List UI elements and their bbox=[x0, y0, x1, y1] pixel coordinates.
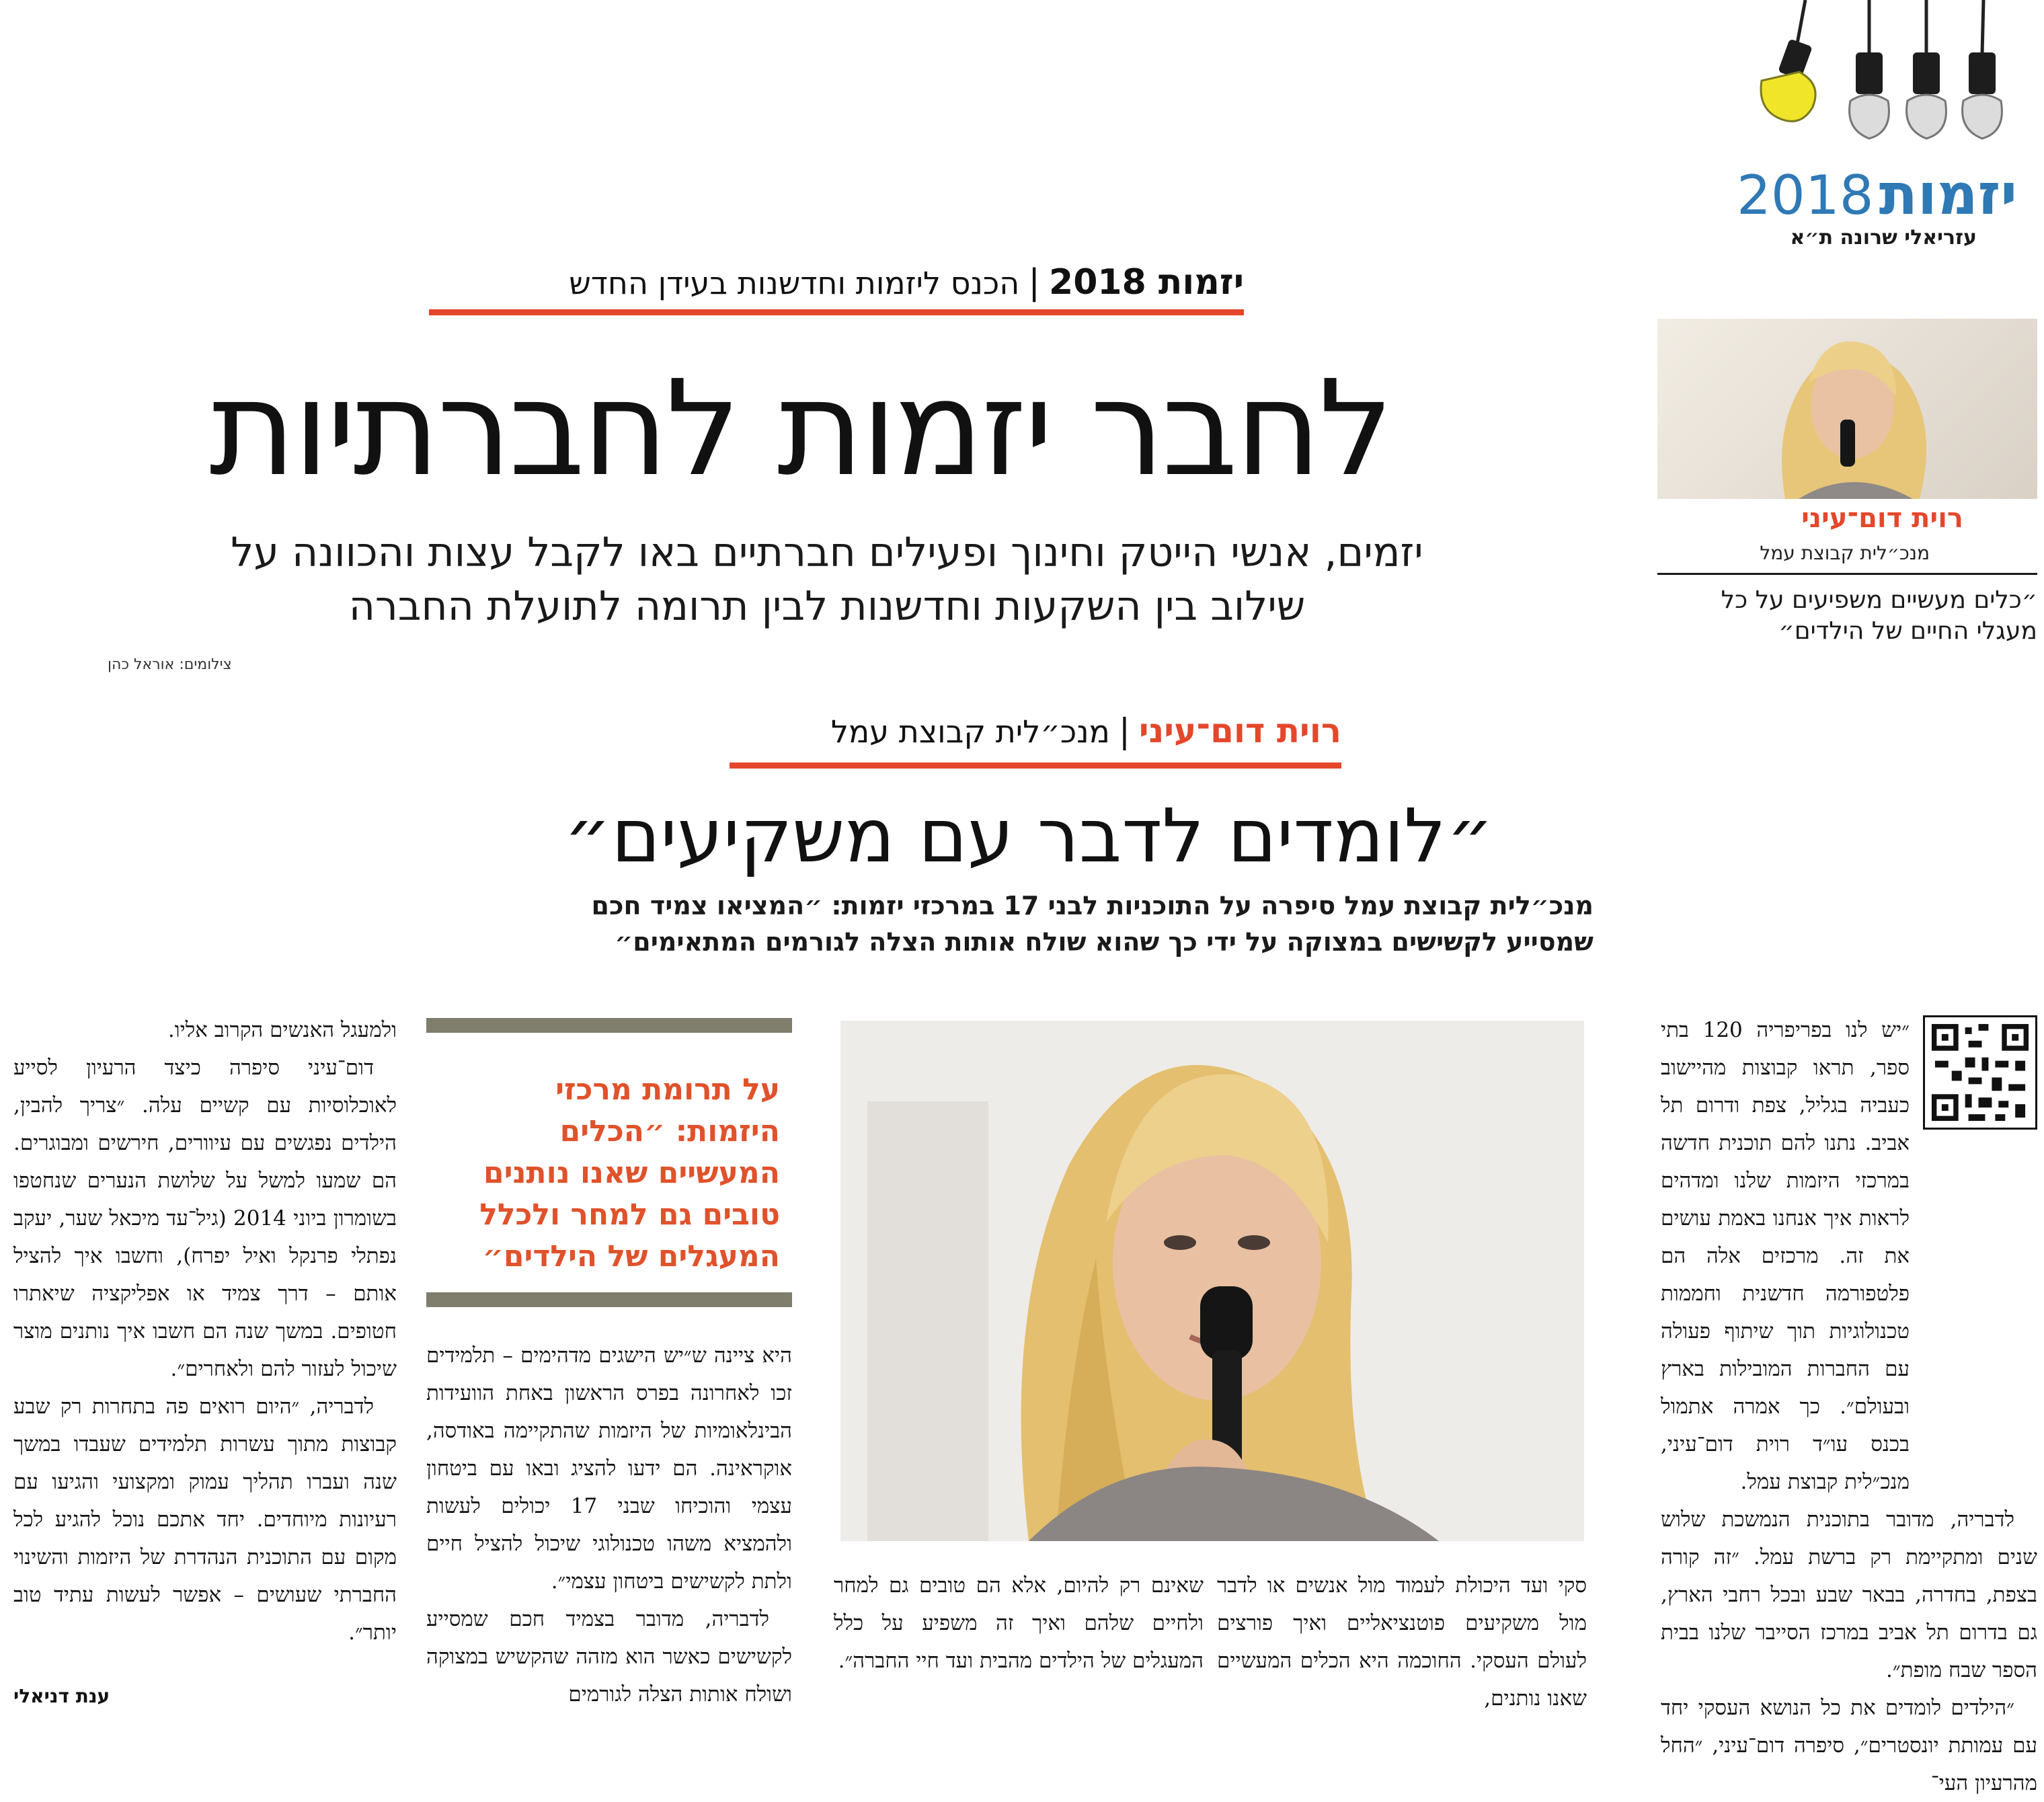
pullquote-rule-top bbox=[426, 1018, 792, 1033]
author-byline: ענת דניאלי bbox=[13, 1685, 110, 1707]
column-paragraph: ״הילדים לומדים את כל הנושא העסקי יחד עם עמותת יונסטרים״, סיפרה דום־עיני, ״החל מהרעיון העי־ bbox=[1661, 1696, 2037, 1795]
deck-line: שמסייע לקשישים במצוקה על ידי כך שהוא שולח אותות הצלה לגורמים המתאימים״ bbox=[615, 927, 1594, 957]
kicker-separator: | bbox=[1028, 262, 1040, 303]
column-paragraph: ולמעגל האנשים הקרוב אליו. bbox=[167, 1018, 397, 1042]
column-paragraph: היא ציינה ש״יש הישגים מדהימים – תלמידים זכו לאחרונה בפרס הראשון באחת הוועידות הבינלאומיות של היזמות שהתקיימה באודסה, אוקראינה. הם ידעו להציג ובאו עם ביטחון עצמי והוכיחו שבני 17 יכולים לעשות ולהמציא משהו טכנולוגי שיכול להציל חיים ולתת לקשישים ביטחון עצמי״. bbox=[426, 1343, 793, 1594]
deck-line: מנכ״לית קבוצת עמל סיפרה על התוכניות לבני 17 במרכזי יזמות: ״המציאו צמיד חכם bbox=[591, 891, 1594, 920]
masthead bbox=[1721, 0, 2017, 256]
speaker-photo bbox=[840, 1021, 1584, 1541]
logo-word: יזמות bbox=[1879, 161, 2017, 227]
article-column-2 bbox=[1217, 1567, 1587, 1717]
article-column-4 bbox=[426, 1337, 792, 1713]
article-kicker-role: מנכ״לית קבוצת עמל bbox=[830, 713, 1110, 750]
photo-credit: צילומים: אוראל כהן bbox=[108, 656, 232, 673]
article-kicker-underline bbox=[730, 762, 1341, 769]
sidebar-role: מנכ״לית קבוצת עמל bbox=[1760, 542, 1930, 564]
column-paragraph: ״יש לנו בפריפריה 120 בתי ספר, תראו קבוצות מהיישוב כעביה בגליל, צפת ודרום תל אביב. נתנו להם תוכנית חדשה במרכזי היזמות שלנו ומדהים לראות איך אנחנו באמת עושים את זה. מרכזים אלה הם פלטפורמה חדשנית וחממות טכנולוגיות תוך שיתוף פעולה עם החברות המובילות בארץ ובעולם״. כך אמרה אתמול בכנס עו״ד רוית דום־עיני, מנכ״לית קבוצת עמל. bbox=[1661, 1018, 1910, 1494]
main-photo bbox=[840, 1021, 1584, 1541]
sidebar-photo bbox=[1657, 319, 2037, 499]
top-kicker bbox=[569, 262, 1244, 303]
lightbulb-gray-icon bbox=[1850, 0, 1889, 139]
column-paragraph: שאינם רק להיום, אלא הם טובים גם למחר ולחיים שלהם ואיך זה משפיע על כלל המעגלים של הילדים מהבית ועד חיי החברה״. bbox=[834, 1573, 1204, 1673]
lightbulb-gray-icon bbox=[1907, 0, 1947, 139]
lightbulb-yellow-icon bbox=[1761, 0, 1815, 121]
column-paragraph: לדבריה, מדובר בתוכנית הנמשכת שלוש שנים ומתקיימת רק ברשת עמל. ״זה קורה בצפת, בחדרה, בבאר שבע ובכל רחבי הארץ, גם בדרום תל אביב במרכז הסייבר שלנו בבית הספר שבח מופת״. bbox=[1661, 1507, 2037, 1682]
lightbulb-gray-icon bbox=[1963, 0, 2002, 139]
article-column-3 bbox=[834, 1567, 1204, 1680]
article-column-1 bbox=[1661, 1011, 2037, 1802]
column-paragraph: לדבריה, מדובר בצמיד חכם שמסייע לקשישים כאשר הוא מזהה שהקשיש במצוקה ושולח אותות הצלה לגורמים bbox=[426, 1607, 792, 1707]
article-kicker-name: רוית דום־עיני bbox=[1138, 711, 1341, 750]
portrait-thumbnail bbox=[1657, 319, 2037, 499]
sidebar-name: רוית דום־עיני bbox=[1801, 503, 1963, 534]
pullquote-rule-bottom bbox=[426, 1292, 792, 1307]
article-title: ״לומדים לדבר עם משקיעים״ bbox=[563, 793, 1494, 879]
masthead-logo bbox=[1721, 161, 2017, 227]
headline: לחבר יזמות לחברתיות bbox=[209, 352, 1391, 506]
kicker-underline bbox=[429, 309, 1244, 315]
kicker-text: הכנס ליזמות וחדשנות בעידן החדש bbox=[569, 265, 1020, 301]
article-kicker bbox=[831, 711, 1341, 750]
logo-year: 2018 bbox=[1737, 164, 1874, 227]
sidebar-divider bbox=[1657, 573, 2037, 575]
pull-quote: על תרומת מרכזי היזמות: ״הכלים המעשיים שאנו נותנים טובים גם למחר ולכלל המעגלים של הילדים״ bbox=[479, 1072, 780, 1274]
column-paragraph: סקי ועד היכולת לעמוד מול אנשים או לדבר מול משקיעים פוטנציאליים ואיך פורצים לעולם העסקי. החוכמה היא הכלים המעשיים שאנו נותנים, bbox=[1217, 1573, 1587, 1711]
subheadline-line: יזמים, אנשי הייטק וחינוך ופעילים חברתיים באו לקבל עצות והכוונה על bbox=[231, 529, 1423, 576]
lightbulbs-illustration bbox=[1721, 0, 2017, 155]
column-paragraph: דום־עיני סיפרה כיצד הרעיון לסייע לאוכלוסיות עם קשיים עלה. ״צריך להבין, הילדים נפגשים עם עיוורים, חירשים ומבוגרים. הם שמעו למשל על שלושת הנערים שנחטפו בשומרון ביוני 2014 (גיל־עד מיכאל שער, יעקב נפתלי פרנקל ואיל יפרח), וחשבו איך להציל אותם – דרך צמיד או אפליקציה שיאתרו חטופים. במשך שנה הם חשבו איך נותנים מוצר שיכול לעזור להם ולאחרים״. bbox=[13, 1056, 397, 1381]
sidebar-quote: ״כלים מעשיים משפיעים על כל מעגלי החיים של הילדים״ bbox=[1721, 586, 2037, 645]
logo-subtitle: עזריאלי שרונה ת״א bbox=[1790, 226, 1977, 249]
article-deck bbox=[417, 888, 1594, 960]
column-paragraph: לדבריה, ״היום רואים פה בתחרות רק שבע קבוצות מתוך עשרות תלמידים שעבדו במשך שנה ועברו תהליך עמוק ומקצועי והגיעו עם רעיונות מיוחדים. יחד אתכם נוכל להגיע לכל מקום עם התוכנית הנהדרת של היזמות והשינוי החברתי שעושים – אפשר לעשות עתיד טוב יותר״. bbox=[13, 1395, 397, 1645]
subheadline bbox=[47, 526, 1607, 633]
article-kicker-separator: | bbox=[1118, 711, 1130, 750]
article-column-5 bbox=[13, 1011, 397, 1651]
kicker-brand: יזמות 2018 bbox=[1049, 262, 1244, 303]
subheadline-line: שילוב בין השקעות וחדשנות לבין תרומה לתועלת החברה bbox=[348, 583, 1306, 630]
